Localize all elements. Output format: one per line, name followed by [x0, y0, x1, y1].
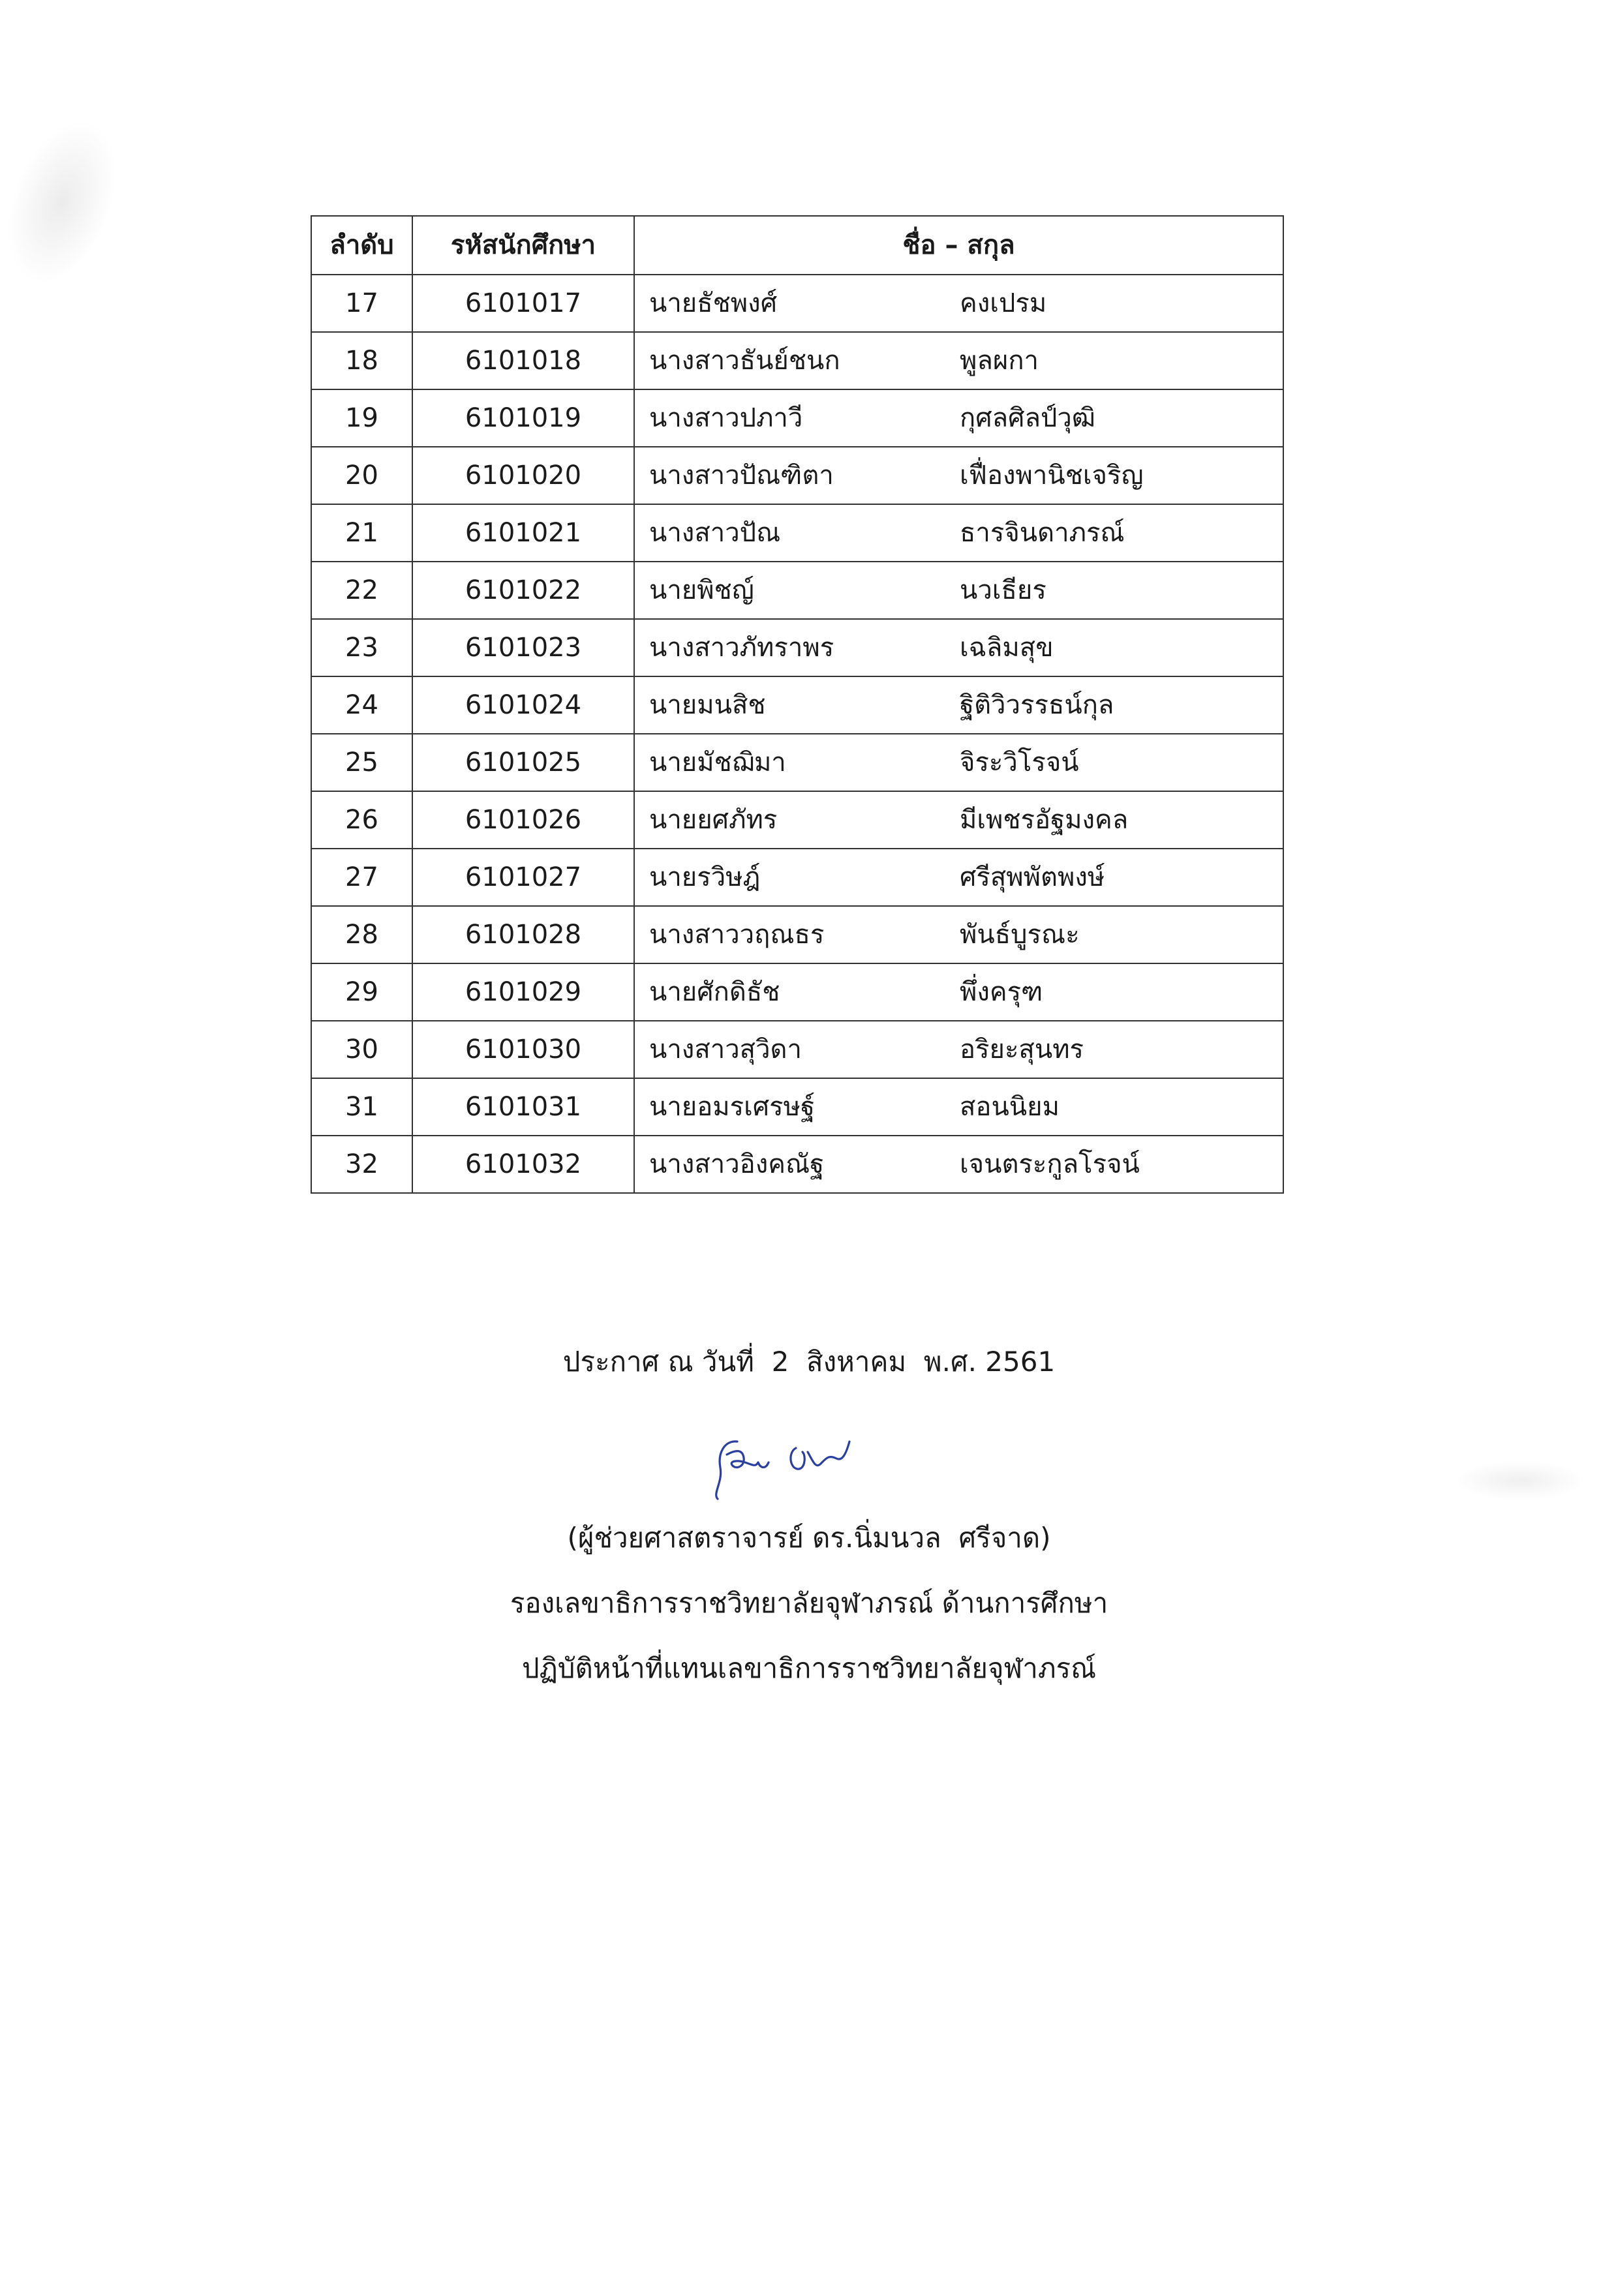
row-name-cell [634, 1021, 1283, 1078]
row-last-name: เฉลิมสุข [960, 633, 1054, 663]
row-student-id: 6101029 [412, 963, 634, 1021]
row-last-name: กุศลศิลป์วุฒิ [960, 403, 1096, 433]
table-body [311, 275, 1283, 1193]
row-name-cell [634, 1136, 1283, 1193]
row-student-id: 6101028 [412, 906, 634, 963]
table-row [311, 275, 1283, 332]
row-name-cell [634, 275, 1283, 332]
row-name-cell [634, 791, 1283, 849]
row-seq: 28 [311, 906, 412, 963]
row-first-name: นายอมรเศรษฐ์ [649, 1092, 816, 1122]
row-seq: 30 [311, 1021, 412, 1078]
row-last-name: ฐิติวิวรรธน์กุล [960, 690, 1114, 720]
row-student-id: 6101026 [412, 791, 634, 849]
table-row [311, 963, 1283, 1021]
table-row [311, 849, 1283, 906]
row-first-name: นางสาวสุวิดา [649, 1035, 802, 1065]
row-last-name: อริยะสุนทร [960, 1035, 1084, 1065]
row-name-cell [634, 676, 1283, 734]
row-name-cell [634, 1078, 1283, 1136]
row-name-cell [634, 963, 1283, 1021]
row-student-id: 6101024 [412, 676, 634, 734]
row-first-name: นายธัชพงศ์ [649, 288, 778, 318]
row-first-name: นางสาวธันย์ชนก [649, 346, 840, 376]
table-row [311, 676, 1283, 734]
header-seq: ลำดับ [311, 216, 412, 275]
row-name-cell [634, 332, 1283, 389]
signature-stroke [716, 1442, 737, 1499]
row-last-name: ธารจินดาภรณ์ [960, 518, 1125, 548]
row-first-name: นายมนสิช [649, 690, 766, 720]
row-seq: 18 [311, 332, 412, 389]
row-last-name: มีเพชรอัฐมงคล [960, 805, 1129, 835]
row-first-name: นางสาวภัทราพร [649, 633, 834, 663]
signature-stroke [808, 1442, 849, 1466]
row-seq: 24 [311, 676, 412, 734]
row-last-name: พูลผกา [960, 346, 1039, 376]
row-last-name: ศรีสุพพัตพงษ์ [960, 862, 1105, 892]
row-student-id: 6101023 [412, 619, 634, 676]
row-first-name: นายรวิษฎ์ [649, 862, 761, 892]
signer-acting-title: ปฏิบัติหน้าที่แทนเลขาธิการราชวิทยาลัยจุฬาภรณ์ [521, 1652, 1097, 1684]
table-row [311, 562, 1283, 619]
row-seq: 26 [311, 791, 412, 849]
row-first-name: นายยศภัทร [649, 805, 778, 835]
row-first-name: นายมัชฌิมา [649, 748, 786, 778]
table-row [311, 791, 1283, 849]
table-row [311, 447, 1283, 504]
row-seq: 31 [311, 1078, 412, 1136]
row-name-cell [634, 849, 1283, 906]
row-name-cell [634, 389, 1283, 447]
row-last-name: นวเธียร [960, 575, 1046, 605]
row-student-id: 6101025 [412, 734, 634, 791]
header-student-id: รหัสนักศึกษา [412, 216, 634, 275]
table-row [311, 1078, 1283, 1136]
row-name-cell [634, 504, 1283, 562]
row-first-name: นางสาวปภาวี [649, 403, 803, 433]
row-student-id: 6101027 [412, 849, 634, 906]
row-student-id: 6101032 [412, 1136, 634, 1193]
signer-name: (ผู้ช่วยศาสตราจารย์ ดร.นิ่มนวล ศรีจาด) [567, 1522, 1051, 1554]
table-row [311, 1136, 1283, 1193]
signer-title: รองเลขาธิการราชวิทยาลัยจุฬาภรณ์ ด้านการศึกษา [510, 1587, 1108, 1619]
row-first-name: นางสาววฤณธร [649, 920, 825, 950]
row-name-cell [634, 619, 1283, 676]
row-seq: 20 [311, 447, 412, 504]
row-student-id: 6101021 [412, 504, 634, 562]
table-row [311, 389, 1283, 447]
row-last-name: พึ่งครุฑ [960, 977, 1043, 1007]
table-row [311, 504, 1283, 562]
signature-image [698, 1422, 868, 1507]
row-name-cell [634, 447, 1283, 504]
signature-stroke [758, 1462, 769, 1468]
header-name: ชื่อ – สกุล [634, 216, 1283, 275]
row-name-cell [634, 562, 1283, 619]
row-seq: 25 [311, 734, 412, 791]
row-student-id: 6101019 [412, 389, 634, 447]
table-header-row [311, 216, 1283, 275]
row-student-id: 6101017 [412, 275, 634, 332]
row-student-id: 6101030 [412, 1021, 634, 1078]
row-student-id: 6101020 [412, 447, 634, 504]
row-seq: 19 [311, 389, 412, 447]
table-row [311, 332, 1283, 389]
row-first-name: นายพิชญ์ [649, 575, 754, 605]
signature-stroke [727, 1451, 758, 1468]
row-name-cell [634, 906, 1283, 963]
row-seq: 29 [311, 963, 412, 1021]
row-seq: 21 [311, 504, 412, 562]
scan-smudge [0, 106, 137, 299]
row-student-id: 6101031 [412, 1078, 634, 1136]
row-seq: 23 [311, 619, 412, 676]
table-row [311, 906, 1283, 963]
row-last-name: คงเปรม [960, 288, 1047, 318]
table-row [311, 734, 1283, 791]
scan-smudge [1455, 1461, 1585, 1500]
row-seq: 27 [311, 849, 412, 906]
row-first-name: นางสาวปัณฑิตา [649, 461, 834, 491]
table-row [311, 1021, 1283, 1078]
row-last-name: เจนตระกูลโรจน์ [960, 1149, 1140, 1179]
row-student-id: 6101018 [412, 332, 634, 389]
row-seq: 32 [311, 1136, 412, 1193]
announcement-date: ประกาศ ณ วันที่ 2 สิงหาคม พ.ศ. 2561 [562, 1346, 1056, 1378]
row-name-cell [634, 734, 1283, 791]
signature-stroke [791, 1448, 804, 1469]
row-seq: 17 [311, 275, 412, 332]
row-first-name: นายศักดิธัช [649, 977, 780, 1007]
student-list-table [311, 215, 1284, 1194]
row-first-name: นางสาวอิงคณัฐ [649, 1149, 825, 1179]
row-last-name: จิระวิโรจน์ [960, 748, 1079, 778]
row-last-name: พันธ์บูรณะ [960, 920, 1080, 950]
row-last-name: เฟื่องพานิชเจริญ [960, 461, 1144, 491]
row-last-name: สอนนิยม [960, 1092, 1060, 1122]
row-seq: 22 [311, 562, 412, 619]
row-student-id: 6101022 [412, 562, 634, 619]
table-row [311, 619, 1283, 676]
row-first-name: นางสาวปัณ [649, 518, 781, 548]
